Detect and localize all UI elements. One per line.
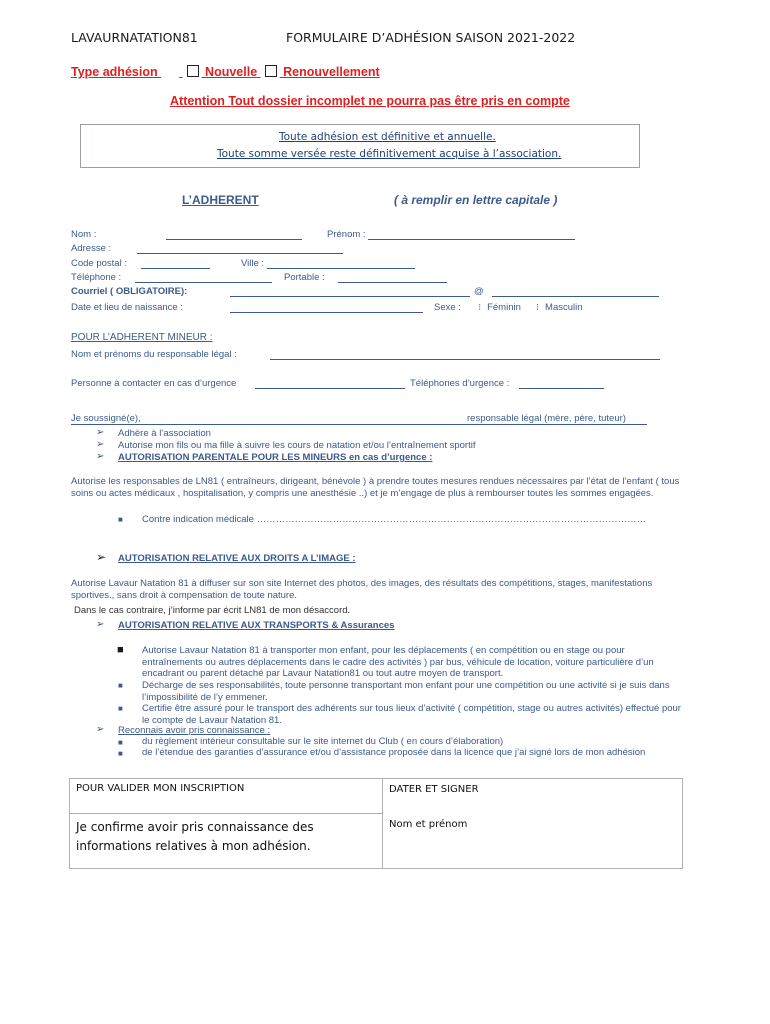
courriel-label: Courriel ( OBLIGATOIRE): <box>71 286 188 297</box>
feminin-checkbox-icon[interactable]: ⁝ <box>478 302 482 312</box>
confirm-text: Je confirme avoir pris connaissance des informations relatives à mon adhésion. <box>70 814 383 869</box>
code-postal-field[interactable] <box>141 268 210 269</box>
arrow-bullet-icon: ➢ <box>96 451 105 462</box>
nom-prenom-label: Nom et prénom <box>389 819 468 830</box>
mineur-item-2: Autorise mon fils ou ma fille à suivre les cours de natation et/ou l’entraînement sportif <box>118 440 476 451</box>
notice-line-2: Toute somme versée reste définitivement acquise à l’association. <box>217 148 562 160</box>
capital-letters-hint: ( à remplir en lettre capitale ) <box>394 193 558 207</box>
portable-field[interactable] <box>338 282 447 283</box>
sexe-row <box>434 302 583 313</box>
tel-urgence-label: Téléphones d’urgence : <box>410 378 510 389</box>
naissance-label: Date et lieu de naissance : <box>71 302 183 313</box>
renouvellement-checkbox[interactable] <box>265 65 277 77</box>
transport-item-2: Décharge de ses responsabilités, toute personne transportant mon enfant pour une compétition ou une activité si je suis dans l’impossibilité de l’y emmener. <box>142 680 670 703</box>
arrow-bullet-icon: ➢ <box>96 439 105 450</box>
responsable-field[interactable] <box>270 359 660 360</box>
contre-indication: Contre indication médicale …………………………………………………………………………………………………………… <box>142 514 647 525</box>
soussigne-label: Je soussigné(e), <box>71 413 141 424</box>
at-sign: @ <box>474 286 484 297</box>
portable-label: Portable : <box>284 272 325 283</box>
telephone-field[interactable] <box>135 282 272 283</box>
masculin-label: Masculin <box>545 302 583 313</box>
responsable-role: responsable légal (mère, père, tuteur) <box>467 413 626 424</box>
ville-label: Ville : <box>241 258 265 269</box>
soussigne-field[interactable] <box>71 424 647 425</box>
notice-line-1: Toute adhésion est définitive et annuelle. <box>279 131 496 143</box>
reconnais-item-1: du règlement intérieur consultable sur le site internet du Club ( en cours d’élaboration) <box>142 736 504 747</box>
feminin-label: Féminin <box>487 302 521 313</box>
renouvellement-label: Renouvellement <box>283 65 380 79</box>
mineur-item-1: Adhère à l’association <box>118 428 211 439</box>
dater-signer-header: DATER ET SIGNER <box>389 784 479 795</box>
transport-item-3: Certifie être assuré pour le transport des adhérents sur tous lieux d’activité ( compétition, stage ou autres activités) effectué pour le compte de Lavaur Natation 81. <box>142 703 681 726</box>
urgence-field[interactable] <box>255 388 405 389</box>
tel-urgence-field[interactable] <box>519 388 604 389</box>
responsable-label: Nom et prénoms du responsable légal : <box>71 349 237 360</box>
square-bullet-icon: ■ <box>118 515 123 524</box>
telephone-label: Téléphone : <box>71 272 122 283</box>
square-bullet-icon: ■ <box>118 738 123 747</box>
square-bullet-icon: ■ <box>118 704 123 713</box>
type-adhesion-row <box>71 65 380 79</box>
nom-field[interactable] <box>166 239 302 240</box>
incomplete-warning: Attention Tout dossier incomplet ne pourra pas être pris en compte <box>170 94 570 108</box>
nom-label: Nom : <box>71 229 97 240</box>
square-bullet-icon: ■ <box>117 644 124 656</box>
urgence-label: Personne à contacter en cas d’urgence <box>71 378 237 389</box>
courriel-user-field[interactable] <box>230 296 470 297</box>
code-postal-label: Code postal : <box>71 258 127 269</box>
urgence-text: Autorise les responsables de LN81 ( entraîneurs, dirigeant, bénévole ) à prendre toutes mesures rendues nécessaires par l’état de l’enfant ( tous soins ou actes médicaux , hospitalisation, y compris une anesthésie ..) et je m’engage de plus à rembourser toutes les sommes engagées. <box>71 476 680 499</box>
sexe-label: Sexe : <box>434 302 461 313</box>
droits-image-text: Autorise Lavaur Natation 81 à diffuser sur son site Internet des photos, des images, des résultats des compétitions, stages, manifestations sportives., sans droit à compensation de toute nature. <box>71 578 653 601</box>
courriel-domain-field[interactable] <box>492 296 659 297</box>
arrow-bullet-icon: ➢ <box>96 619 105 630</box>
dater-signer-cell[interactable] <box>383 779 683 869</box>
masculin-checkbox-icon[interactable]: ⁝ <box>536 302 540 312</box>
reconnais-item-2: de l’étendue des garanties d’assurance et/ou d’assistance proposée dans la licence que j’ai signé lors de mon adhésion <box>142 747 646 758</box>
valider-header: POUR VALIDER MON INSCRIPTION <box>70 779 383 814</box>
mineur-heading: POUR L’ADHERENT MINEUR : <box>71 332 213 343</box>
desaccord-text: Dans le cas contraire, j’informe par écrit LN81 de mon désaccord. <box>74 605 351 616</box>
transport-item-1: Autorise Lavaur Natation 81 à transporter mon enfant, pour les déplacements ( en compétition ou en stage ou pour entraînements ou autres déplacements dans le cadre des activités ) par bus, véhicule de location, voiture particulière d’un encadrant ou parent détaché par Lavaur Natation81 ou tout autre moyen de transport. <box>142 645 654 679</box>
adresse-field[interactable] <box>137 253 343 254</box>
arrow-bullet-icon: ➢ <box>96 427 105 438</box>
arrow-bullet-icon: ➢ <box>96 550 107 564</box>
type-adhesion-label: Type adhésion <box>71 65 158 79</box>
prenom-label: Prénom : <box>327 229 366 240</box>
square-bullet-icon: ■ <box>118 681 123 690</box>
transports-heading: AUTORISATION RELATIVE AUX TRANSPORTS & Assurances <box>118 620 395 631</box>
adresse-label: Adresse : <box>71 243 112 254</box>
ville-field[interactable] <box>267 268 415 269</box>
droits-image-heading: AUTORISATION RELATIVE AUX DROITS A L’IMAGE : <box>118 553 356 564</box>
arrow-bullet-icon: ➢ <box>96 724 105 735</box>
square-bullet-icon: ■ <box>118 749 123 758</box>
naissance-field[interactable] <box>230 312 423 313</box>
signature-table <box>69 778 683 869</box>
nouvelle-checkbox[interactable] <box>187 65 199 77</box>
prenom-field[interactable] <box>368 239 575 240</box>
reconnais-heading: Reconnais avoir pris connaissance : <box>118 725 271 736</box>
nouvelle-label: Nouvelle <box>205 65 258 79</box>
adherent-heading: L’ADHERENT <box>182 193 259 207</box>
form-title: FORMULAIRE D’ADHÉSION SAISON 2021-2022 <box>286 30 576 45</box>
autorisation-parentale-heading: AUTORISATION PARENTALE POUR LES MINEURS en cas d’urgence : <box>118 452 433 463</box>
club-name: LAVAURNATATION81 <box>71 30 198 45</box>
